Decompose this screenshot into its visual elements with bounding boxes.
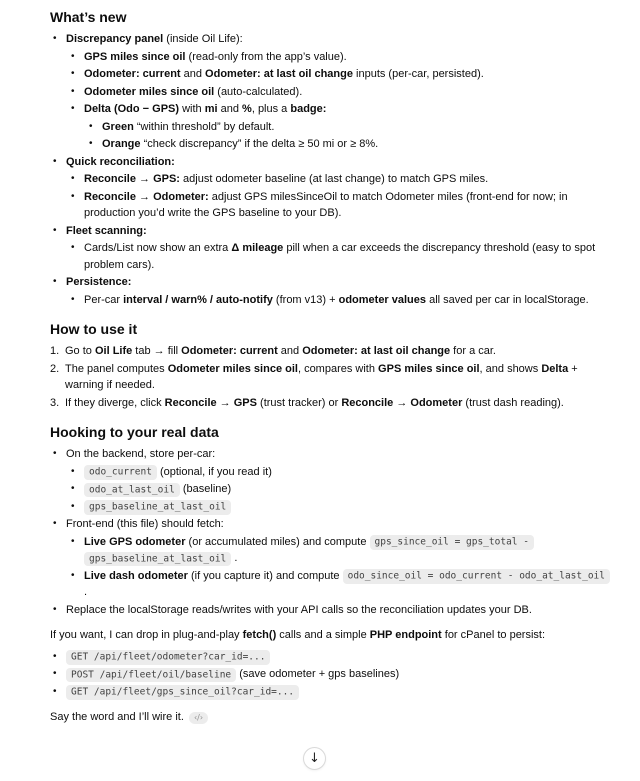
list-item <box>66 602 610 619</box>
list-item <box>84 568 610 601</box>
list-item <box>66 684 610 701</box>
down-arrow-icon: ↓ <box>309 751 320 766</box>
list-item <box>102 119 610 136</box>
list-item <box>84 240 610 273</box>
text-run: calls and a simple <box>276 629 370 641</box>
list-item <box>65 361 610 394</box>
text-run: , and shows <box>479 362 542 375</box>
text-run: What’s new <box>50 9 127 25</box>
list-item <box>84 481 610 498</box>
list-item <box>66 666 610 683</box>
list-item <box>66 31 610 153</box>
text-run: and <box>180 68 206 80</box>
list-item <box>66 649 610 666</box>
bullet-list <box>66 464 610 516</box>
text-run: Hooking to your real data <box>50 424 219 440</box>
text-run: Say the word and I’ll wire it. <box>50 711 187 723</box>
text-run: (trust dash reading). <box>462 396 564 409</box>
list-item <box>84 84 610 101</box>
scroll-to-bottom-button[interactable] <box>303 747 326 770</box>
text-run: with <box>179 103 205 115</box>
text-run: (baseline) <box>179 483 232 495</box>
numbered-list <box>50 343 610 411</box>
list-item <box>84 189 610 222</box>
inline-code: odo_current <box>84 465 157 480</box>
bullet-list <box>84 119 610 153</box>
text-run: On the backend, store per-car: <box>66 448 216 460</box>
inline-code: odo_since_oil = odo_current - odo_at_last_oil <box>343 569 610 584</box>
text-run: for a car. <box>450 345 496 357</box>
text-run: (trust tracker) or <box>256 396 342 409</box>
list-item <box>84 49 610 66</box>
text-run: . <box>231 552 238 564</box>
inline-code: GET /api/fleet/odometer?car_id=... <box>66 650 270 665</box>
text-run: tab → fill <box>132 345 182 357</box>
list-item <box>84 171 610 188</box>
text-run: Front-end (this file) should fetch: <box>66 518 224 530</box>
bold-text: interval / warn% / auto-notify <box>123 293 273 306</box>
list-item <box>65 343 610 360</box>
section-heading <box>50 8 610 26</box>
text-run: “within threshold” by default. <box>133 120 275 133</box>
bold-text: Odometer: current <box>181 345 278 357</box>
bold-text: PHP endpoint <box>369 629 442 641</box>
bold-text: mi <box>204 103 218 115</box>
text-run: and <box>217 103 243 115</box>
text-run: inputs (per-car, persisted). <box>352 68 484 80</box>
text-run: How to use it <box>50 321 138 337</box>
list-item <box>84 66 610 83</box>
text-run: If they diverge, click <box>65 396 165 409</box>
bullet-list <box>50 649 610 701</box>
text-run: , compares with <box>297 362 379 375</box>
text-run: pill when a car exceeds the discrepancy threshold (easy to spot problem cars). <box>84 242 596 271</box>
inline-code: gps_since_oil = gps_total - gps_baseline_at_last_oil <box>84 535 534 566</box>
bold-text: Odometer: at last oil change <box>302 345 451 357</box>
text-run: (inside Oil Life): <box>163 33 243 45</box>
bullet-list <box>66 534 610 601</box>
text-run: Cards/List now show an extra <box>84 242 232 254</box>
text-run: (or accumulated miles) and compute <box>185 535 370 548</box>
text-run: (if you capture it) and compute <box>187 569 343 582</box>
list-item <box>66 274 610 308</box>
bold-text: fetch() <box>242 629 277 641</box>
bold-text: Persistence: <box>66 276 132 288</box>
section-heading <box>50 423 610 441</box>
list-item <box>65 395 610 412</box>
text-run: for cPanel to persist: <box>441 629 546 641</box>
bullet-list <box>66 171 610 222</box>
bold-text: Discrepancy panel <box>66 33 164 45</box>
text-run: Replace the localStorage reads/writes with your API calls so the reconciliation updates your DB. <box>66 603 532 616</box>
bold-text: Reconcile → GPS: <box>84 173 180 185</box>
bold-text: Green <box>102 120 134 133</box>
bold-text: Live GPS odometer <box>84 535 186 548</box>
list-item <box>66 516 610 601</box>
paragraph <box>50 709 610 726</box>
bold-text: badge: <box>290 103 327 115</box>
list-item <box>66 154 610 222</box>
text-run: adjust GPS milesSinceOil to match Odometer miles (front-end for now; in production you’d write the GPS baseline to your DB). <box>84 190 568 219</box>
bold-text: Quick reconciliation: <box>66 155 175 168</box>
bold-text: % <box>242 103 252 115</box>
text-run: (optional, if you read it) <box>156 465 272 478</box>
text-run: + warning if needed. <box>65 362 578 391</box>
bold-text: GPS miles since oil <box>378 362 480 375</box>
text-run: . <box>84 586 88 598</box>
paragraph <box>50 627 610 644</box>
text-run: The panel computes <box>65 362 168 375</box>
bold-text: Odometer: current <box>84 68 181 80</box>
bold-text: Odometer miles since oil <box>84 85 215 98</box>
bold-text: Odometer: at last oil change <box>205 68 353 80</box>
inline-code: odo_at_last_oil <box>84 483 180 498</box>
text-run: “check discrepancy” if the delta ≥ 50 mi or ≥ 8%. <box>140 138 379 150</box>
list-item <box>66 446 610 515</box>
text-run: adjust odometer baseline (at last change) to match GPS miles. <box>179 173 489 185</box>
list-item <box>84 464 610 481</box>
text-run: all saved per car in localStorage. <box>426 293 589 306</box>
text-run: Go to <box>65 345 95 357</box>
bold-text: Live dash odometer <box>84 569 188 582</box>
code-source-chip[interactable]: ‹/› <box>189 712 208 724</box>
text-run: (read-only from the app’s value). <box>185 50 347 63</box>
bold-text: Odometer miles since oil <box>167 362 298 375</box>
bold-text: Reconcile → Odometer <box>341 396 463 409</box>
bold-text: GPS miles since oil <box>84 50 186 63</box>
list-item <box>66 223 610 274</box>
bullet-list <box>66 49 610 153</box>
text-run: Per-car <box>84 293 124 306</box>
bold-text: Delta (Odo − GPS) <box>84 103 180 115</box>
list-item <box>84 534 610 567</box>
bold-text: Delta <box>541 362 569 375</box>
bold-text: Orange <box>102 138 141 150</box>
text-run: If you want, I can drop in plug-and-play <box>50 629 243 641</box>
bold-text: Reconcile → Odometer: <box>84 190 209 203</box>
bold-text: Oil Life <box>94 345 133 357</box>
text-run: and <box>277 345 303 357</box>
bold-text: Fleet scanning: <box>66 224 147 237</box>
text-run: (auto-calculated). <box>214 85 303 98</box>
list-item <box>84 292 610 309</box>
bold-text: Δ mileage <box>231 242 284 254</box>
bold-text: Reconcile → GPS <box>164 396 257 409</box>
list-item <box>102 136 610 153</box>
section-heading <box>50 320 610 338</box>
inline-code: GET /api/fleet/gps_since_oil?car_id=... <box>66 685 299 700</box>
list-item <box>84 101 610 153</box>
inline-code: gps_baseline_at_last_oil <box>84 500 231 515</box>
bullet-list <box>50 31 610 308</box>
bullet-list <box>66 292 610 309</box>
bold-text: odometer values <box>338 293 427 306</box>
text-run: (save odometer + gps baselines) <box>236 668 400 680</box>
list-item <box>84 499 610 516</box>
text-run: , plus a <box>251 103 291 115</box>
bullet-list <box>66 240 610 273</box>
bullet-list <box>50 446 610 618</box>
inline-code: POST /api/fleet/oil/baseline <box>66 668 236 683</box>
text-run: (from v13) + <box>272 293 339 306</box>
